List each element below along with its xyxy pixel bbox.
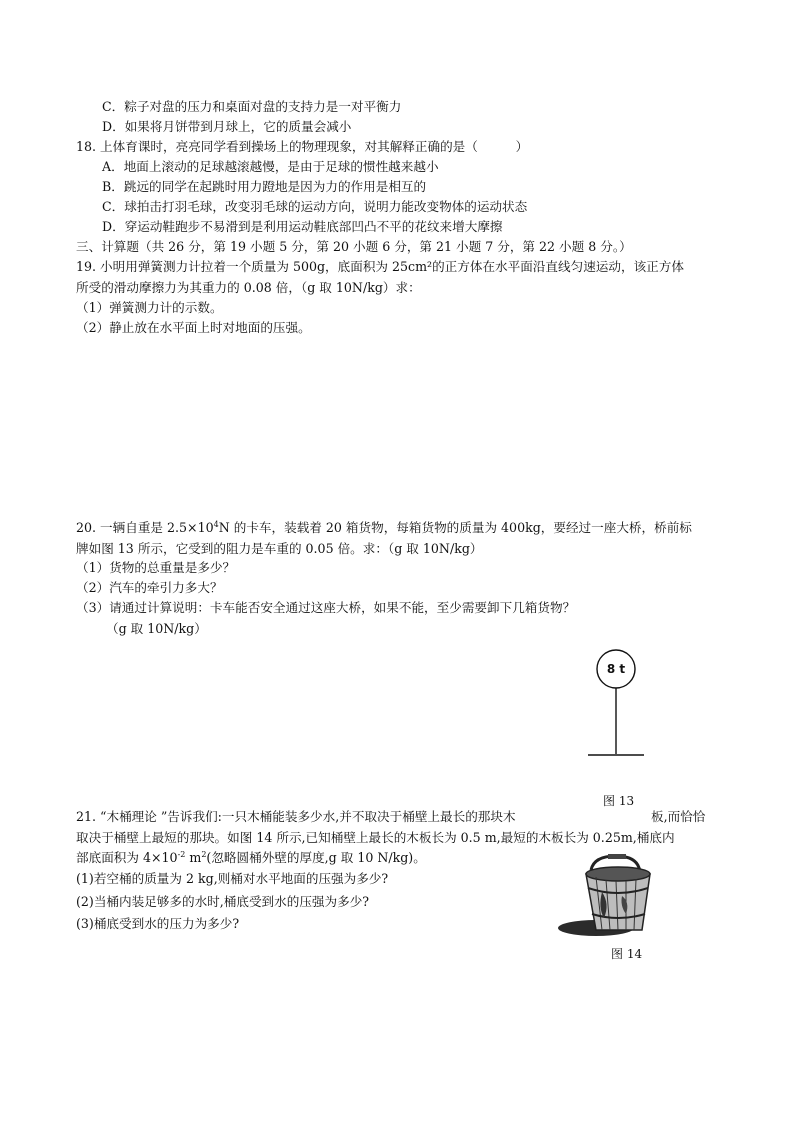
q21-line-2: 取决于桶壁上最短的那块。如图 14 所示,已知桶壁上最长的木板长为 0.5 m,最短的木板长为 0.25m,桶底内 xyxy=(76,830,675,845)
q21-sub-1: (1)若空桶的质量为 2 kg,则桶对水平地面的压强为多少? xyxy=(76,871,389,886)
bucket-handle-grip xyxy=(608,854,626,859)
q17-option-d: D．如果将月饼带到月球上，它的质量会减小 xyxy=(102,119,352,134)
q20-sub-3: （3）请通过计算说明：卡车能否安全通过这座大桥，如果不能，至少需要卸下几箱货物？ xyxy=(76,600,576,615)
q21-exponent: -2 xyxy=(177,849,186,859)
q18-stem: 18. 上体育课时，亮亮同学看到操场上的物理现象，对其解释正确的是（ ） xyxy=(76,139,529,154)
figure-13-caption: 图 13 xyxy=(603,794,635,808)
q18-option-d: D．穿运动鞋跑步不易滑到是利用运动鞋底部凹凸不平的花纹来增大摩擦 xyxy=(102,219,503,234)
figure-14-bucket xyxy=(556,852,666,940)
q20-sub-1: （1）货物的总重量是多少？ xyxy=(76,560,236,575)
q20-line-1-pre: 20. 一辆自重是 2.5×10 xyxy=(76,520,214,535)
q21-line-3-pre: 部底面积为 4×10 xyxy=(76,850,178,865)
bucket-rim xyxy=(586,867,650,881)
q21-line-3-unit: m xyxy=(185,850,202,865)
sign-weight-text: 8 t xyxy=(606,662,626,676)
q20-sub-2: （2）汽车的牵引力多大？ xyxy=(76,580,223,595)
q18-option-b: B．跳远的同学在起跳时用力蹬地是因为力的作用是相互的 xyxy=(102,179,427,194)
section-heading: 三、计算题（共 26 分，第 19 小题 5 分，第 20 小题 6 分，第 21 小题 7 分，第 22 小题 8 分。） xyxy=(76,239,632,254)
q20-sub-3-note: （g 取 10N/kg） xyxy=(106,621,207,636)
q20-line-2: 牌如图 13 所示，它受到的阻力是车重的 0.05 倍。求：（g 取 10N/kg） xyxy=(76,541,483,556)
q18-option-c: C．球拍击打羽毛球，改变羽毛球的运动方向，说明力能改变物体的运动状态 xyxy=(102,199,528,214)
q20-exponent: 4 xyxy=(213,519,219,529)
q21-line-1-pre: 21. “木桶理论 ”告诉我们:一只木桶能装多少水,并不取决于桶壁上最长的那块木 xyxy=(76,809,516,824)
q20-line-1 xyxy=(76,518,692,537)
q18-option-a: A．地面上滚动的足球越滚越慢，是由于足球的惯性越来越小 xyxy=(102,159,439,174)
q19-line-1: 19. 小明用弹簧测力计拉着一个质量为 500g，底面积为 25cm²的正方体在水平面沿直线匀速运动，该正方体 xyxy=(76,259,684,274)
q20-line-1-post: N 的卡车，装载着 20 箱货物，每箱货物的质量为 400kg，要经过一座大桥，桥前标 xyxy=(218,520,692,535)
q19-line-2: 所受的滑动摩擦力为其重力的 0.08 倍，（g 取 10N/kg）求： xyxy=(76,280,421,295)
q19-sub-2: （2）静止放在水平面上时对地面的压强。 xyxy=(76,320,311,335)
q19-sub-1: （1）弹簧测力计的示数。 xyxy=(76,300,223,315)
q17-option-c: C．粽子对盘的压力和桌面对盘的支持力是一对平衡力 xyxy=(102,99,402,114)
q21-line-1-post: 板,而恰恰 xyxy=(651,809,706,824)
q21-line-3-post: (忽略圆桶外壁的厚度,g 取 10 N/kg)。 xyxy=(206,850,426,865)
q21-line-3 xyxy=(76,848,426,867)
q21-sub-2: (2)当桶内装足够多的水时,桶底受到水的压强为多少? xyxy=(76,894,370,909)
q21-exponent-2: 2 xyxy=(201,849,207,859)
q21-sub-3: (3)桶底受到水的压力为多少? xyxy=(76,916,240,931)
figure-14-caption: 图 14 xyxy=(611,947,643,961)
